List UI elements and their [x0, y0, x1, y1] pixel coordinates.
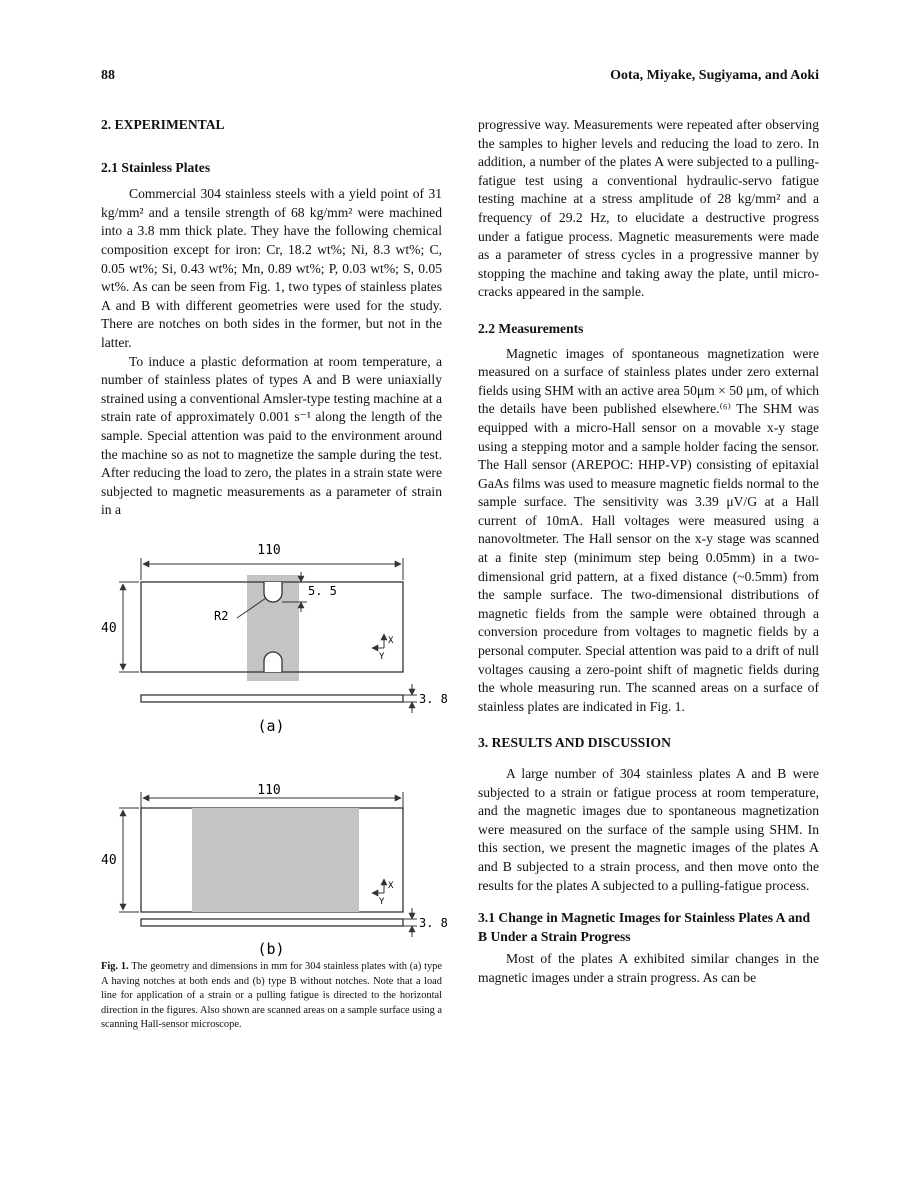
- figure-1-b: [101, 778, 448, 963]
- subsection-title-measurements: 2.2 Measurements: [478, 320, 584, 336]
- axis-y-label: Y: [379, 897, 385, 907]
- figure-b-label: (b): [257, 940, 285, 958]
- left-column: [101, 116, 442, 520]
- notch-depth-label: 5. 5: [308, 584, 337, 598]
- plate-a-drawing: [101, 538, 448, 738]
- top-notch: [264, 582, 282, 602]
- axis-x-label: X: [388, 636, 394, 646]
- paragraph-measurements: Magnetic images of spontaneous magnetization were measured on a surface of stainless plates under zero external fields using SHM with an active area 50μm × 50 μm, of which the details have been published elsewhere.⁽⁶⁾ The SHM was equipped with a micro-Hall sensor on a movable x-y stage using a stepping motor and a sample holder facing the sensor. The Hall sensor (AREPOC: HHP-VP) consisting of epitaxial GaAs films was used to measure magnetic fields normal to the sample surface. The sensitivity was 3.39 μV/G at a Hall current of 10mA. Hall voltages were measured using a nanovoltmeter. The Hall sensor on the x-y stage was scanned at a finite step (minimum step being 0.05mm) in a two-dimensional grid pattern, at a fixed distance (~0.5mm) from the sample surface. The two-dimensional distributions of magnetic fields from the sample were obtained through a conversion procedure from voltages to magnetic fields by a personal computer. Special attention was paid to a drift of null voltages causing a zero-point shift of magnetic fields during the whole measuring run. The scanned areas on a surface of stainless plates are indicated in Fig. 1.: [478, 345, 819, 714]
- paragraph-progressive-way: progressive way. Measurements were repeated after observing the samples to higher levels and reducing the load to zero. In addition, a number of the plates A were subjected to a pulling-fatigue test using a conventional hydraulic-servo fatigue testing machine at a stress amplitude of 28 kg/mm² and a frequency of 29.2 Hz, to elucidate a destructive progress under a fatigue process. Magnetic measurements were made as a parameter of stress cycles in a progressive manner by stopping the machine and taking away the plate, until micro-cracks appeared in the sample.: [478, 117, 819, 300]
- length-label: 110: [257, 783, 281, 798]
- plate-b-side-view: [141, 919, 403, 926]
- thickness-label: 3. 8: [419, 692, 448, 706]
- scanned-area: [192, 808, 359, 912]
- page-number: 88: [101, 68, 115, 83]
- paragraph-stainless-plates: Commercial 304 stainless steels with a yield point of 31 kg/mm² and a tensile strength of 68 kg/mm² were machined into a 3.8 mm thick plate. They have the following chemical composition except for iron: Cr, 18.2 wt%; Ni, 8.3 wt%; C, 0.05 wt%; Si, 0.43 wt%; Mn, 0.89 wt%; P, 0.03 wt%; S, 0.05 wt%. As can be seen from Fig. 1, two types of stainless plates A and B with different geometries were used for the study. There are notches on both sides in the former, but not in the latter.: [101, 186, 442, 350]
- width-label: 40: [101, 621, 117, 636]
- page-header: [101, 68, 819, 88]
- running-authors: Oota, Miyake, Sugiyama, and Aoki: [610, 68, 819, 83]
- axis-x-label: X: [388, 881, 394, 891]
- caption-label: Fig. 1.: [101, 961, 129, 972]
- paragraph-magnetic-images: Most of the plates A exhibited similar changes in the magnetic images under a strain progress. As can be: [478, 951, 819, 985]
- paragraph-plastic-deformation: To induce a plastic deformation at room temperature, a number of stainless plates of types A and B were uniaxially strained using a conventional Amsler-type testing machine at a strain rate of approximately 0.001 s⁻¹ along the length of the sample. Special attention was paid to the environment around the machine so as not to magnetize the sample during the test. After reducing the load to zero, the plates in a strain state were subjected to magnetic measurements as a parameter of strain in a: [101, 353, 442, 518]
- section-title-results: 3. RESULTS AND DISCUSSION: [478, 735, 671, 751]
- plate-a-side-view: [141, 695, 403, 702]
- length-label: 110: [257, 543, 281, 558]
- width-label: 40: [101, 853, 117, 868]
- subsection-title-magnetic-images: 3.1 Change in Magnetic Images for Stainless Plates A and B Under a Strain Progress: [478, 910, 811, 944]
- subsection-title-stainless-plates: 2.1 Stainless Plates: [101, 159, 211, 175]
- bottom-notch: [264, 652, 282, 672]
- axis-y-label: Y: [379, 652, 385, 662]
- figure-a-label: (a): [257, 717, 285, 735]
- thickness-label: 3. 8: [419, 916, 448, 930]
- caption-text: The geometry and dimensions in mm for 304 stainless plates with (a) type A having notches at both ends and (b) type B without notches. Note that a load line for application of a strain or a pulling fatigue is directed to the horizontal direction in the figures. Also shown are scanned areas on a sample surface using a scanning Hall-sensor microscope.: [101, 961, 442, 1031]
- figure-1-a: [101, 538, 448, 743]
- paragraph-results: A large number of 304 stainless plates A and B were subjected to a strain or fatigue process at room temperature, and the magnetic images due to spontaneous magnetization were measured on the surface of the sample using SHM. In this section, we present the magnetic images of the plates A and B subjected to a strain process, and then move onto the results for the plates A subjected to a pulling-fatigue process.: [478, 766, 819, 893]
- radius-label: R2: [214, 609, 229, 623]
- section-title-experimental: 2. EXPERIMENTAL: [101, 117, 225, 132]
- plate-b-drawing: [101, 778, 448, 958]
- right-column: [478, 116, 819, 988]
- figure-1-caption: [101, 960, 442, 1033]
